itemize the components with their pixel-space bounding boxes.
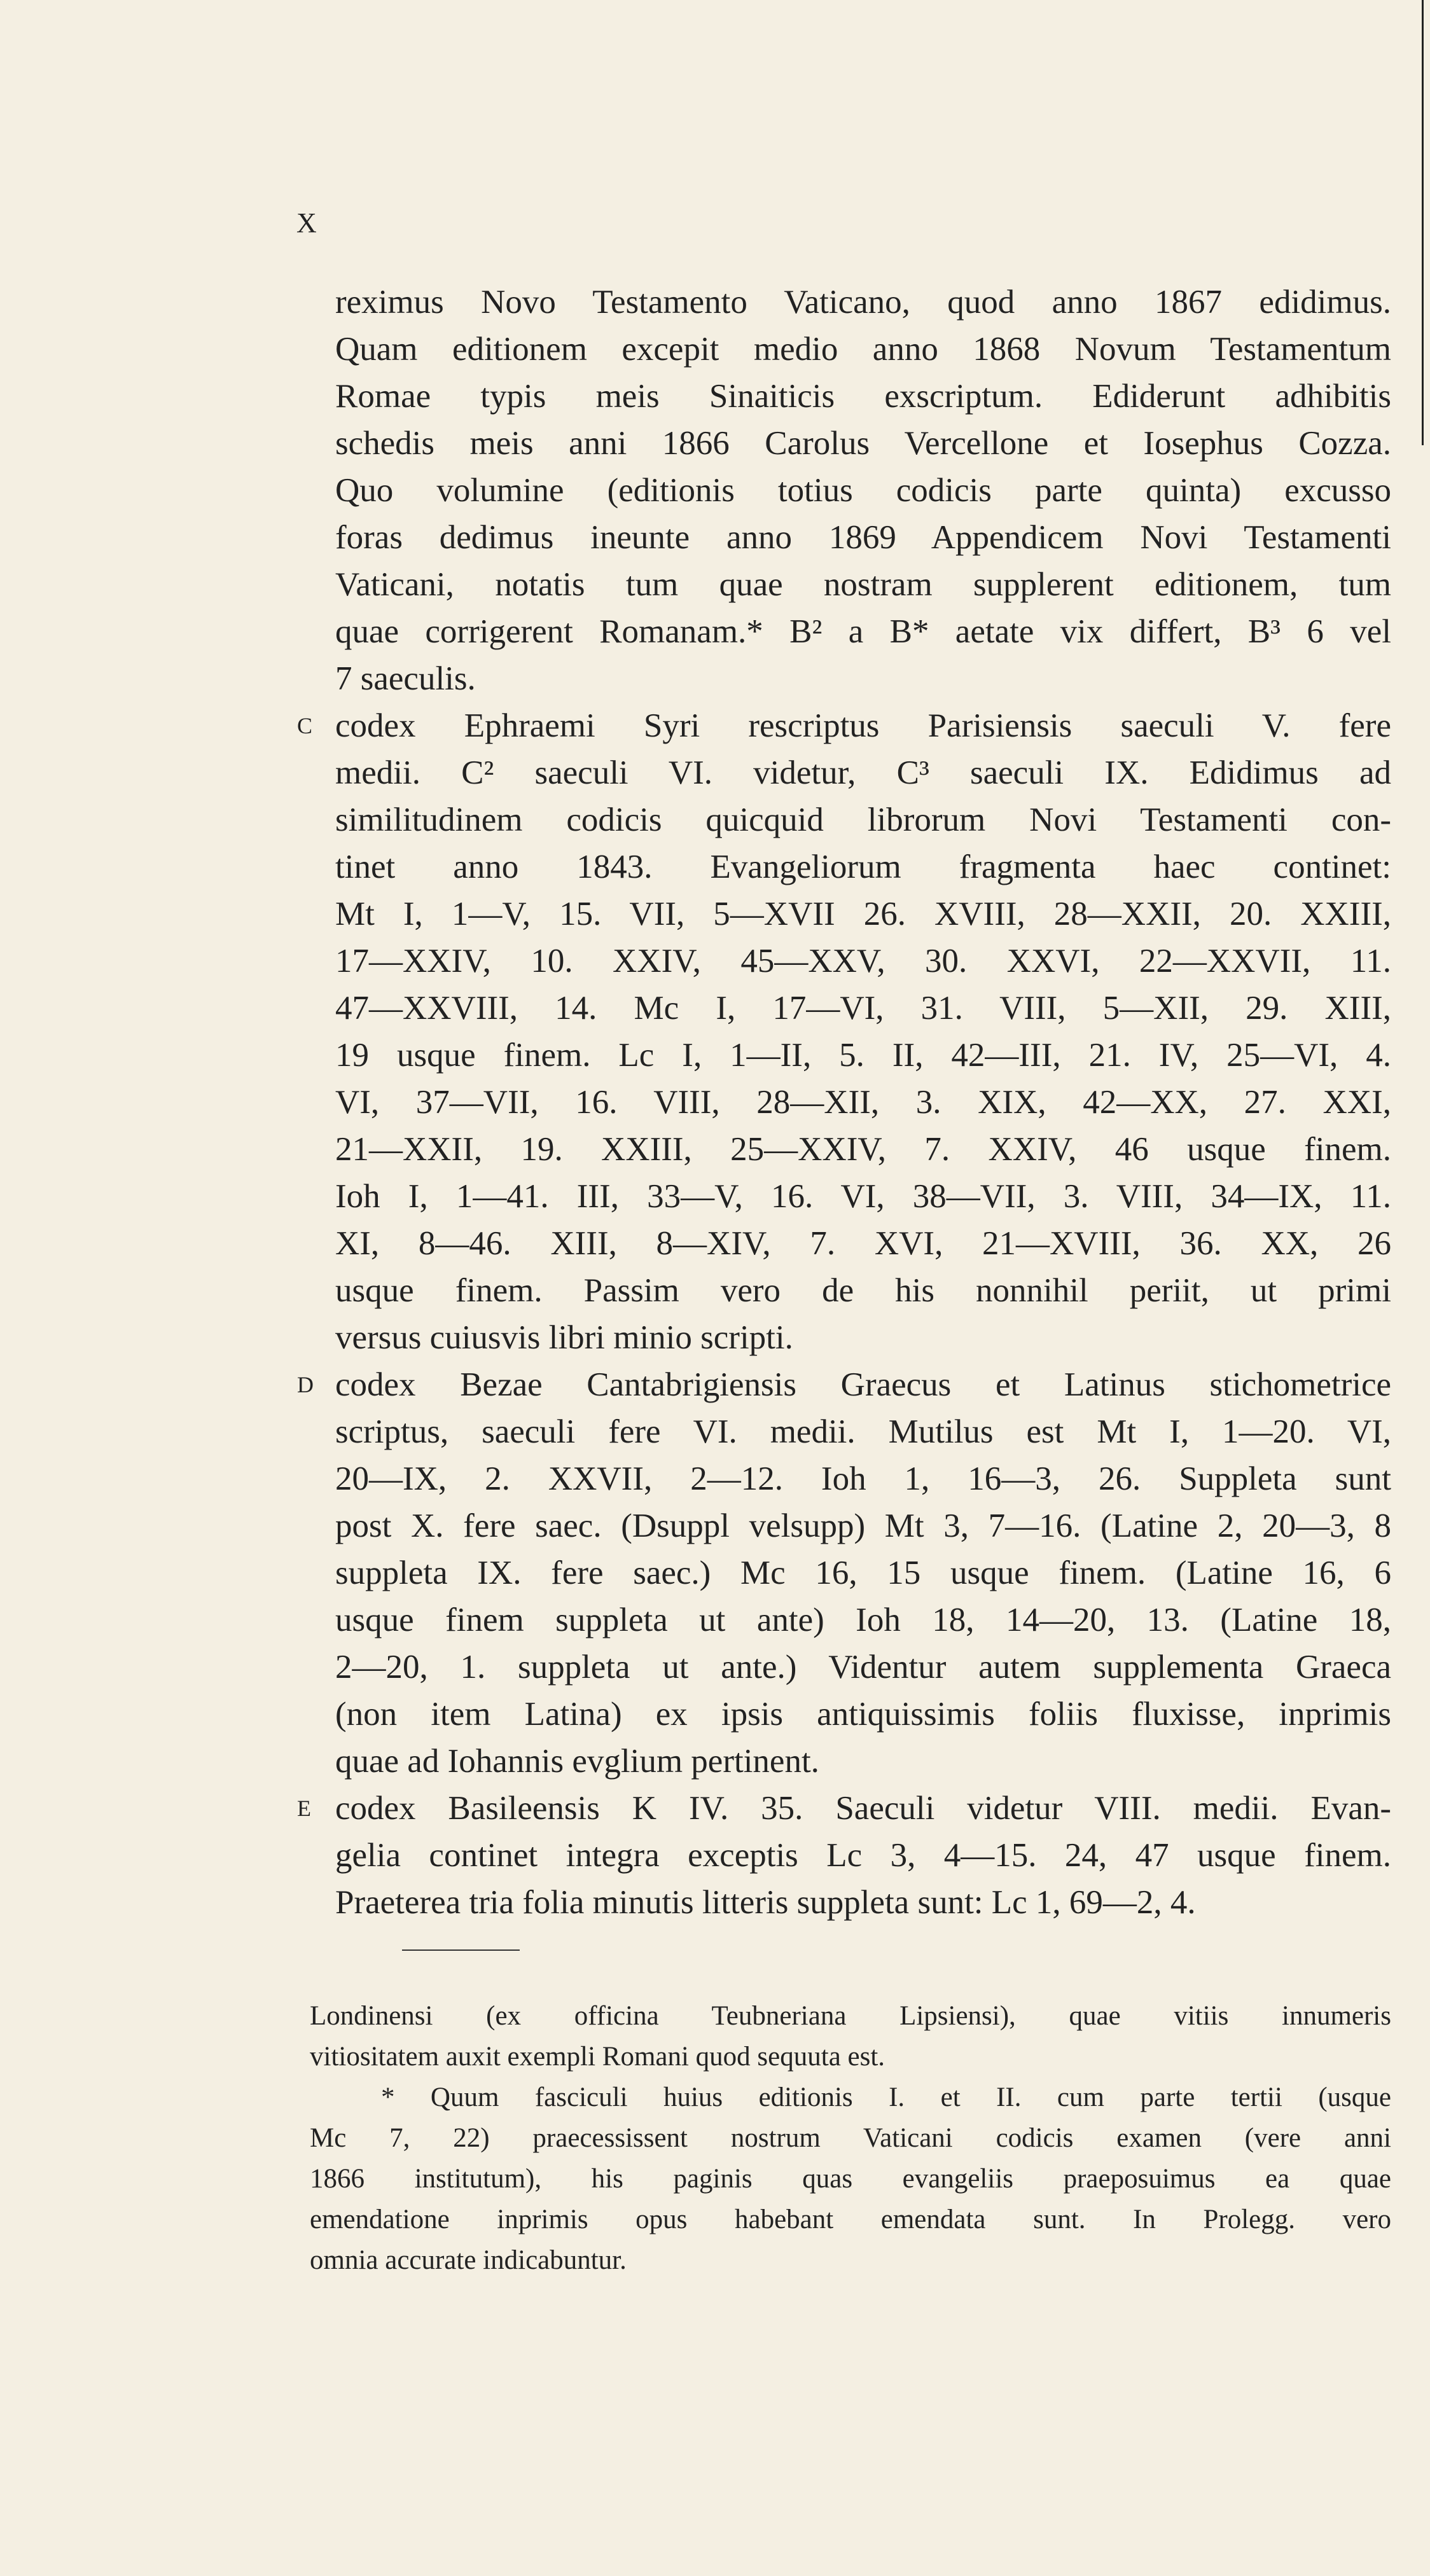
- footnote-line: Mc 7, 22) praecessissent nostrum Vaticani codicis examen (vere anni: [310, 2123, 1391, 2153]
- text-line: suppleta IX. fere saec.) Mc 16, 15 usque finem. (Latine 16, 6: [335, 1555, 1391, 1591]
- text-line: codex Bezae Cantabrigiensis Graecus et Latinus stichometrice: [335, 1366, 1391, 1403]
- text-line: quae corrigerent Romanam.* B² a B* aetate vix differt, B³ 6 vel: [335, 613, 1391, 650]
- text-line: usque finem. Passim vero de his nonnihil periit, ut primi: [335, 1272, 1391, 1309]
- text-line: (non item Latina) ex ipsis antiquissimis foliis fluxisse, inprimis: [335, 1696, 1391, 1733]
- text-line: Mt I, 1—V, 15. VII, 5—XVII 26. XVIII, 28—XXII, 20. XXIII,: [335, 896, 1391, 932]
- text-line: 19 usque finem. Lc I, 1—II, 5. II, 42—III, 21. IV, 25—VI, 4.: [335, 1037, 1391, 1074]
- entry-codex-c: [297, 702, 1391, 749]
- siglum-d: D: [297, 1372, 314, 1397]
- text-line: codex Ephraemi Syri rescriptus Parisiensis saeculi V. fere: [335, 707, 1391, 744]
- text-line: 21—XXII, 19. XXIII, 25—XXIV, 7. XXIV, 46 usque finem.: [335, 1131, 1391, 1168]
- text-line: Vaticani, notatis tum quae nostram supplerent editionem, tum: [335, 566, 1391, 603]
- text-line: 17—XXIV, 10. XXIV, 45—XXV, 30. XXVI, 22—XXVII, 11.: [335, 943, 1391, 980]
- text-line: post X. fere saec. (Dsuppl velsupp) Mt 3, 7—16. (Latine 2, 20—3, 8: [335, 1507, 1391, 1544]
- text-line: similitudinem codicis quicquid librorum Novi Testamenti con-: [335, 801, 1391, 838]
- footnote-line: vitiositatem auxit exempli Romani quod sequuta est.: [310, 2042, 885, 2072]
- text-line: Quo volumine (editionis totius codicis parte quinta) excusso: [335, 472, 1391, 509]
- main-text-block: [297, 279, 1391, 1926]
- footnote-line: * Quum fasciculi huius editionis I. et II. cum parte tertii (usque: [381, 2082, 1391, 2112]
- text-line: VI, 37—VII, 16. VIII, 28—XII, 3. XIX, 42—XX, 27. XXI,: [335, 1084, 1391, 1121]
- text-line: Ioh I, 1—41. III, 33—V, 16. VI, 38—VII, 3. VIII, 34—IX, 11.: [335, 1178, 1391, 1215]
- text-line: reximus Novo Testamento Vaticano, quod anno 1867 edidimus.: [335, 284, 1391, 321]
- text-line: Romae typis meis Sinaiticis exscriptum. Ediderunt adhibitis: [335, 378, 1391, 415]
- page-number: X: [296, 207, 318, 239]
- text-line: gelia continet integra exceptis Lc 3, 4—15. 24, 47 usque finem.: [335, 1837, 1391, 1874]
- text-line: Praeterea tria folia minutis litteris suppleta sunt: Lc 1, 69—2, 4.: [335, 1884, 1196, 1921]
- footnote-line: Londinensi (ex officina Teubneriana Lipsiensi), quae vitiis innumeris: [310, 2001, 1391, 2031]
- text-line: tinet anno 1843. Evangeliorum fragmenta haec continet:: [335, 848, 1391, 885]
- text-line: foras dedimus ineunte anno 1869 Appendicem Novi Testamenti: [335, 519, 1391, 556]
- text-line: 7 saeculis.: [335, 660, 476, 697]
- text-line: scriptus, saeculi fere VI. medii. Mutilus est Mt I, 1—20. VI,: [335, 1413, 1391, 1450]
- text-line: versus cuiusvis libri minio scripti.: [335, 1319, 793, 1356]
- text-line: medii. C² saeculi VI. videtur, C³ saeculi IX. Edidimus ad: [335, 754, 1391, 791]
- text-line: usque finem suppleta ut ante) Ioh 18, 14—20, 13. (Latine 18,: [335, 1602, 1391, 1638]
- page-edge-line: [1422, 0, 1430, 445]
- siglum-e: E: [297, 1796, 311, 1821]
- text-line: 47—XXVIII, 14. Mc I, 17—VI, 31. VIII, 5—XII, 29. XIII,: [335, 990, 1391, 1027]
- footnote-divider: [402, 1949, 520, 1951]
- footnote-line: omnia accurate indicabuntur.: [310, 2245, 627, 2275]
- text-line: XI, 8—46. XIII, 8—XIV, 7. XVI, 21—XVIII, 36. XX, 26: [335, 1225, 1391, 1262]
- entry-codex-d: [297, 1361, 1391, 1408]
- footnote-line: 1866 institutum), his paginis quas evangeliis praeposuimus ea quae: [310, 2164, 1391, 2194]
- text-line: schedis meis anni 1866 Carolus Vercellone et Iosephus Cozza.: [335, 425, 1391, 462]
- footnote-line: emendatione inprimis opus habebant emendata sunt. In Prolegg. vero: [310, 2205, 1391, 2234]
- text-line: codex Basileensis K IV. 35. Saeculi videtur VIII. medii. Evan-: [335, 1790, 1391, 1827]
- text-line: 20—IX, 2. XXVII, 2—12. Ioh 1, 16—3, 26. Suppleta sunt: [335, 1460, 1391, 1497]
- text-line: Quam editionem excepit medio anno 1868 Novum Testamentum: [335, 331, 1391, 368]
- text-line: quae ad Iohannis evglium pertinent.: [335, 1743, 819, 1780]
- siglum-c: C: [297, 713, 313, 738]
- footnotes-block: [310, 1996, 1391, 2281]
- entry-codex-e: [297, 1785, 1391, 1832]
- text-line: 2—20, 1. suppleta ut ante.) Videntur autem supplementa Graeca: [335, 1649, 1391, 1686]
